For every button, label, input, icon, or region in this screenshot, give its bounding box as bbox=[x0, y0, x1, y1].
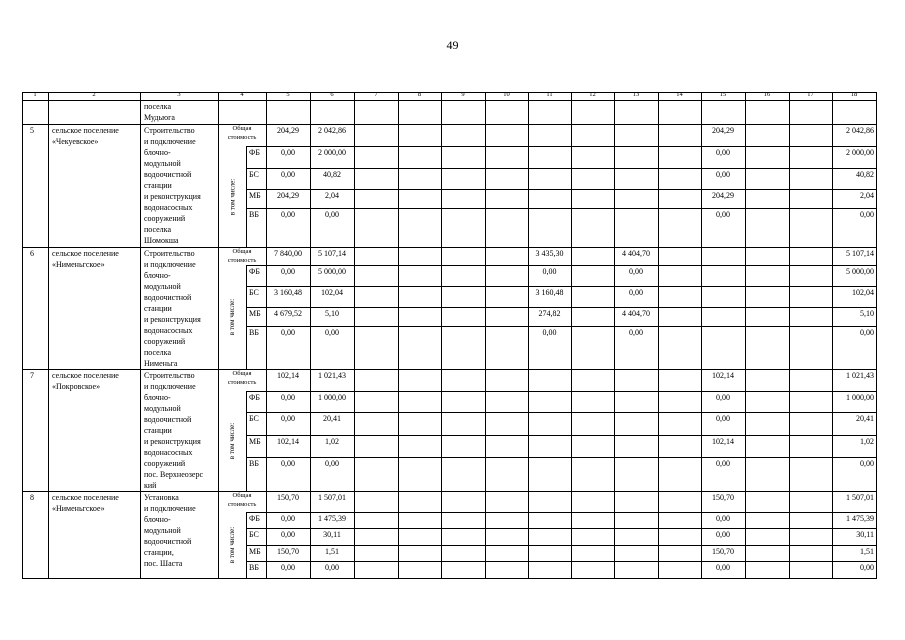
fund-c5: 0,00 bbox=[281, 210, 295, 219]
object-name-line: Шомокша bbox=[144, 236, 179, 245]
column-header-7: 7 bbox=[374, 91, 378, 98]
column-header-10: 10 bbox=[503, 91, 510, 98]
fund-c18: 2 000,00 bbox=[846, 148, 874, 157]
fund-c6: 1 000,00 bbox=[318, 393, 346, 402]
fund-c18: 1 000,00 bbox=[846, 393, 874, 402]
object-name-line: станции bbox=[144, 426, 172, 435]
fund-c15: 102,14 bbox=[712, 437, 734, 446]
fund-c15: 204,29 bbox=[712, 191, 734, 200]
object-name-line: и реконструкция bbox=[144, 437, 201, 446]
total-c18: 2 042,86 bbox=[846, 126, 874, 135]
column-header-11: 11 bbox=[546, 91, 553, 98]
total-c18: 5 107,14 bbox=[846, 249, 874, 258]
fund-c6: 5,10 bbox=[325, 309, 339, 318]
total-c13: 4 404,70 bbox=[622, 249, 650, 258]
column-divider bbox=[246, 391, 247, 491]
total-cost-label: Общая bbox=[232, 492, 252, 499]
column-header-18: 18 bbox=[850, 91, 858, 98]
fund-c5: 4 679,52 bbox=[274, 309, 302, 318]
fund-c5: 0,00 bbox=[281, 530, 295, 539]
object-name-line: модульной bbox=[144, 404, 181, 413]
fund-c18: 5,10 bbox=[860, 309, 874, 318]
total-cost-label: стоимость bbox=[227, 379, 257, 386]
fund-label: БС bbox=[249, 414, 259, 423]
column-header-5: 5 bbox=[286, 91, 290, 98]
object-name-line: станции, bbox=[144, 548, 174, 557]
settlement-name-line: сельское поселение bbox=[52, 249, 119, 258]
fund-c5: 0,00 bbox=[281, 414, 295, 423]
total-c15: 102,14 bbox=[712, 371, 734, 380]
column-divider bbox=[745, 92, 746, 578]
fund-c18: 0,00 bbox=[860, 328, 874, 337]
object-name-line: модульной bbox=[144, 282, 181, 291]
fund-c5: 0,00 bbox=[281, 148, 295, 157]
object-name-line: водоочистной bbox=[144, 537, 192, 546]
subtotal-label: в том числе: bbox=[228, 526, 236, 564]
column-divider bbox=[441, 92, 442, 578]
fund-label: МБ bbox=[249, 309, 261, 318]
object-name-line: и подключение bbox=[144, 504, 196, 513]
column-divider bbox=[398, 92, 399, 578]
object-name-line: и подключение bbox=[144, 260, 196, 269]
object-name-line: водонасосных bbox=[144, 326, 193, 335]
fund-label: ВБ bbox=[249, 459, 259, 468]
column-divider bbox=[701, 92, 702, 578]
fund-c15: 0,00 bbox=[716, 210, 730, 219]
total-c11: 3 435,30 bbox=[535, 249, 564, 258]
page-number: 49 bbox=[446, 38, 459, 52]
fund-c5: 150,70 bbox=[277, 547, 299, 556]
object-name-line: Строительство bbox=[144, 126, 195, 135]
fund-c5: 0,00 bbox=[281, 393, 295, 402]
fund-c5: 0,00 bbox=[281, 459, 295, 468]
column-header-13: 13 bbox=[632, 91, 640, 98]
subtotal-label: в том числе: bbox=[228, 422, 236, 460]
fund-c18: 1,02 bbox=[860, 437, 874, 446]
column-header-8: 8 bbox=[417, 91, 422, 98]
fund-label: ВБ bbox=[249, 563, 259, 572]
column-header-12: 12 bbox=[589, 91, 596, 98]
fund-c11: 274,82 bbox=[538, 309, 561, 318]
fund-c6: 2,04 bbox=[325, 191, 339, 200]
object-name-line: и подключение bbox=[144, 137, 196, 146]
total-c6: 1 507,01 bbox=[318, 493, 346, 502]
object-name-line: водоочистной bbox=[144, 170, 192, 179]
fund-label: ВБ bbox=[249, 328, 259, 337]
object-name-line: Строительство bbox=[144, 371, 195, 380]
total-cost-label: Общая bbox=[232, 370, 252, 377]
column-divider bbox=[246, 146, 247, 247]
fund-c18: 20,41 bbox=[856, 414, 874, 423]
row-number: 6 bbox=[30, 249, 34, 258]
column-divider bbox=[48, 92, 49, 578]
object-name-line: пос. Шаста bbox=[144, 559, 183, 568]
total-c6: 5 107,14 bbox=[318, 249, 346, 258]
column-divider bbox=[789, 92, 790, 578]
fund-c5: 102,14 bbox=[277, 437, 299, 446]
fund-c18: 5 000,00 bbox=[846, 267, 874, 276]
fund-c5: 0,00 bbox=[281, 514, 295, 523]
fund-c15: 0,00 bbox=[716, 170, 730, 179]
object-name-line: блочно- bbox=[144, 515, 171, 524]
settlement-name-line: «Покровское» bbox=[52, 382, 101, 391]
fund-label: ВБ bbox=[249, 210, 259, 219]
object-name-line: сооружений bbox=[144, 214, 186, 223]
fund-c15: 0,00 bbox=[716, 148, 730, 157]
object-name-line: блочно- bbox=[144, 271, 171, 280]
column-divider bbox=[22, 92, 23, 578]
fund-c11: 0,00 bbox=[542, 267, 557, 276]
total-c5: 102,14 bbox=[277, 371, 299, 380]
object-name-line: и реконструкция bbox=[144, 315, 201, 324]
total-cost-label: Общая bbox=[232, 125, 252, 132]
object-name-line: поселка bbox=[144, 102, 171, 111]
settlement-name-line: сельское поселение bbox=[52, 371, 119, 380]
column-header-1: 1 bbox=[33, 91, 37, 98]
fund-c5: 0,00 bbox=[281, 328, 295, 337]
column-header-6: 6 bbox=[330, 91, 334, 98]
total-c15: 150,70 bbox=[712, 493, 734, 502]
column-header-16: 16 bbox=[763, 91, 771, 98]
fund-c18: 0,00 bbox=[860, 210, 874, 219]
object-name-line: водонасосных bbox=[144, 203, 193, 212]
fund-label: БС bbox=[249, 530, 259, 539]
column-divider bbox=[246, 265, 247, 369]
subtotal-label: в том числе: bbox=[228, 178, 236, 215]
column-header-2: 2 bbox=[92, 91, 96, 98]
settlement-name-line: «Нименьгское» bbox=[52, 260, 105, 269]
fund-label: ФБ bbox=[249, 267, 260, 276]
object-name-line: блочно- bbox=[144, 148, 171, 157]
object-name-line: пос. Верхнеозерс bbox=[144, 470, 204, 479]
total-cost-label: стоимость bbox=[227, 257, 257, 264]
object-name-line: сооружений bbox=[144, 337, 186, 346]
object-name-line: Строительство bbox=[144, 249, 195, 258]
fund-c18: 2,04 bbox=[860, 191, 874, 200]
fund-c11: 3 160,48 bbox=[535, 288, 564, 297]
fund-c6: 0,00 bbox=[325, 459, 339, 468]
fund-c18: 0,00 bbox=[860, 459, 874, 468]
total-c15: 204,29 bbox=[712, 126, 734, 135]
fund-c6: 1,02 bbox=[325, 437, 339, 446]
fund-c18: 1,51 bbox=[860, 547, 874, 556]
object-name-line: водоочистной bbox=[144, 415, 192, 424]
fund-c15: 0,00 bbox=[716, 393, 730, 402]
fund-label: МБ bbox=[249, 437, 261, 446]
fund-label: ФБ bbox=[249, 393, 260, 402]
fund-c5: 0,00 bbox=[281, 563, 295, 572]
object-name-line: Нименьга bbox=[144, 359, 178, 368]
settlement-name-line: «Чекуевское» bbox=[52, 137, 99, 146]
total-c6: 2 042,86 bbox=[318, 126, 346, 135]
settlement-name-line: сельское поселение bbox=[52, 126, 119, 135]
subtotal-label: в том числе: bbox=[228, 298, 236, 336]
fund-c11: 0,00 bbox=[542, 328, 557, 337]
fund-c18: 0,00 bbox=[860, 563, 874, 572]
settlement-name-line: «Нименьгское» bbox=[52, 504, 105, 513]
object-name-line: блочно- bbox=[144, 393, 171, 402]
fund-label: БС bbox=[249, 170, 259, 179]
total-cost-label: стоимость bbox=[227, 501, 257, 508]
fund-c6: 20,41 bbox=[323, 414, 341, 423]
fund-c18: 40,82 bbox=[856, 170, 874, 179]
fund-c15: 0,00 bbox=[716, 414, 730, 423]
object-name-line: кий bbox=[144, 481, 157, 490]
total-cost-label: стоимость bbox=[227, 134, 257, 141]
fund-c6: 1 475,39 bbox=[318, 514, 346, 523]
object-name-line: Мудьюга bbox=[144, 113, 175, 122]
row-divider bbox=[22, 578, 877, 579]
fund-c6: 2 000,00 bbox=[318, 148, 346, 157]
fund-label: ФБ bbox=[249, 148, 260, 157]
fund-c5: 3 160,48 bbox=[274, 288, 302, 297]
fund-label: МБ bbox=[249, 547, 261, 556]
fund-c5: 0,00 bbox=[281, 170, 295, 179]
object-name-line: модульной bbox=[144, 159, 181, 168]
settlement-name-line: сельское поселение bbox=[52, 493, 119, 502]
fund-c13: 0,00 bbox=[629, 288, 643, 297]
fund-c6: 5 000,00 bbox=[318, 267, 346, 276]
column-divider bbox=[571, 92, 572, 578]
object-name-line: Установка bbox=[144, 493, 179, 502]
column-divider bbox=[876, 92, 877, 578]
column-header-3: 3 bbox=[177, 91, 181, 98]
fund-label: БС bbox=[249, 288, 259, 297]
column-header-4: 4 bbox=[240, 91, 244, 98]
fund-c6: 40,82 bbox=[323, 170, 341, 179]
column-divider bbox=[485, 92, 486, 578]
object-name-line: поселка bbox=[144, 348, 171, 357]
fund-c13: 0,00 bbox=[629, 267, 643, 276]
fund-c6: 102,04 bbox=[321, 288, 343, 297]
fund-label: МБ bbox=[249, 191, 261, 200]
column-divider bbox=[658, 92, 659, 578]
fund-c6: 0,00 bbox=[325, 328, 339, 337]
total-c5: 150,70 bbox=[277, 493, 299, 502]
fund-c6: 0,00 bbox=[325, 210, 339, 219]
fund-c15: 0,00 bbox=[716, 459, 730, 468]
fund-c13: 0,00 bbox=[629, 328, 643, 337]
fund-c18: 102,04 bbox=[852, 288, 874, 297]
fund-c5: 0,00 bbox=[281, 267, 295, 276]
fund-c15: 0,00 bbox=[716, 530, 730, 539]
column-divider bbox=[140, 92, 141, 578]
column-header-14: 14 bbox=[676, 91, 683, 98]
fund-c13: 4 404,70 bbox=[622, 309, 650, 318]
fund-c15: 150,70 bbox=[712, 547, 734, 556]
row-number: 7 bbox=[30, 371, 34, 380]
object-name-line: и подключение bbox=[144, 382, 196, 391]
fund-c6: 30,11 bbox=[323, 530, 341, 539]
total-c18: 1 507,01 bbox=[846, 493, 874, 502]
column-divider bbox=[354, 92, 355, 578]
column-header-15: 15 bbox=[719, 91, 727, 98]
total-c6: 1 021,43 bbox=[318, 371, 346, 380]
fund-c18: 1 475,39 bbox=[846, 514, 874, 523]
total-c18: 1 021,43 bbox=[846, 371, 874, 380]
total-c5: 204,29 bbox=[277, 126, 299, 135]
fund-c15: 0,00 bbox=[716, 563, 730, 572]
object-name-line: станции bbox=[144, 181, 172, 190]
column-header-17: 17 bbox=[807, 91, 814, 98]
column-header-9: 9 bbox=[461, 91, 465, 98]
fund-c6: 0,00 bbox=[325, 563, 339, 572]
fund-label: ФБ bbox=[249, 514, 260, 523]
object-name-line: и реконструкция bbox=[144, 192, 201, 201]
row-number: 5 bbox=[30, 126, 34, 135]
fund-c5: 204,29 bbox=[277, 191, 299, 200]
total-c5: 7 840,00 bbox=[274, 249, 302, 258]
total-cost-label: Общая bbox=[232, 248, 252, 255]
object-name-line: сооружений bbox=[144, 459, 186, 468]
fund-c18: 30,11 bbox=[856, 530, 874, 539]
object-name-line: станции bbox=[144, 304, 172, 313]
object-name-line: поселка bbox=[144, 225, 171, 234]
fund-c6: 1,51 bbox=[325, 547, 339, 556]
object-name-line: водоочистной bbox=[144, 293, 192, 302]
fund-c15: 0,00 bbox=[716, 514, 730, 523]
row-number: 8 bbox=[30, 493, 34, 502]
object-name-line: модульной bbox=[144, 526, 181, 535]
object-name-line: водонасосных bbox=[144, 448, 193, 457]
